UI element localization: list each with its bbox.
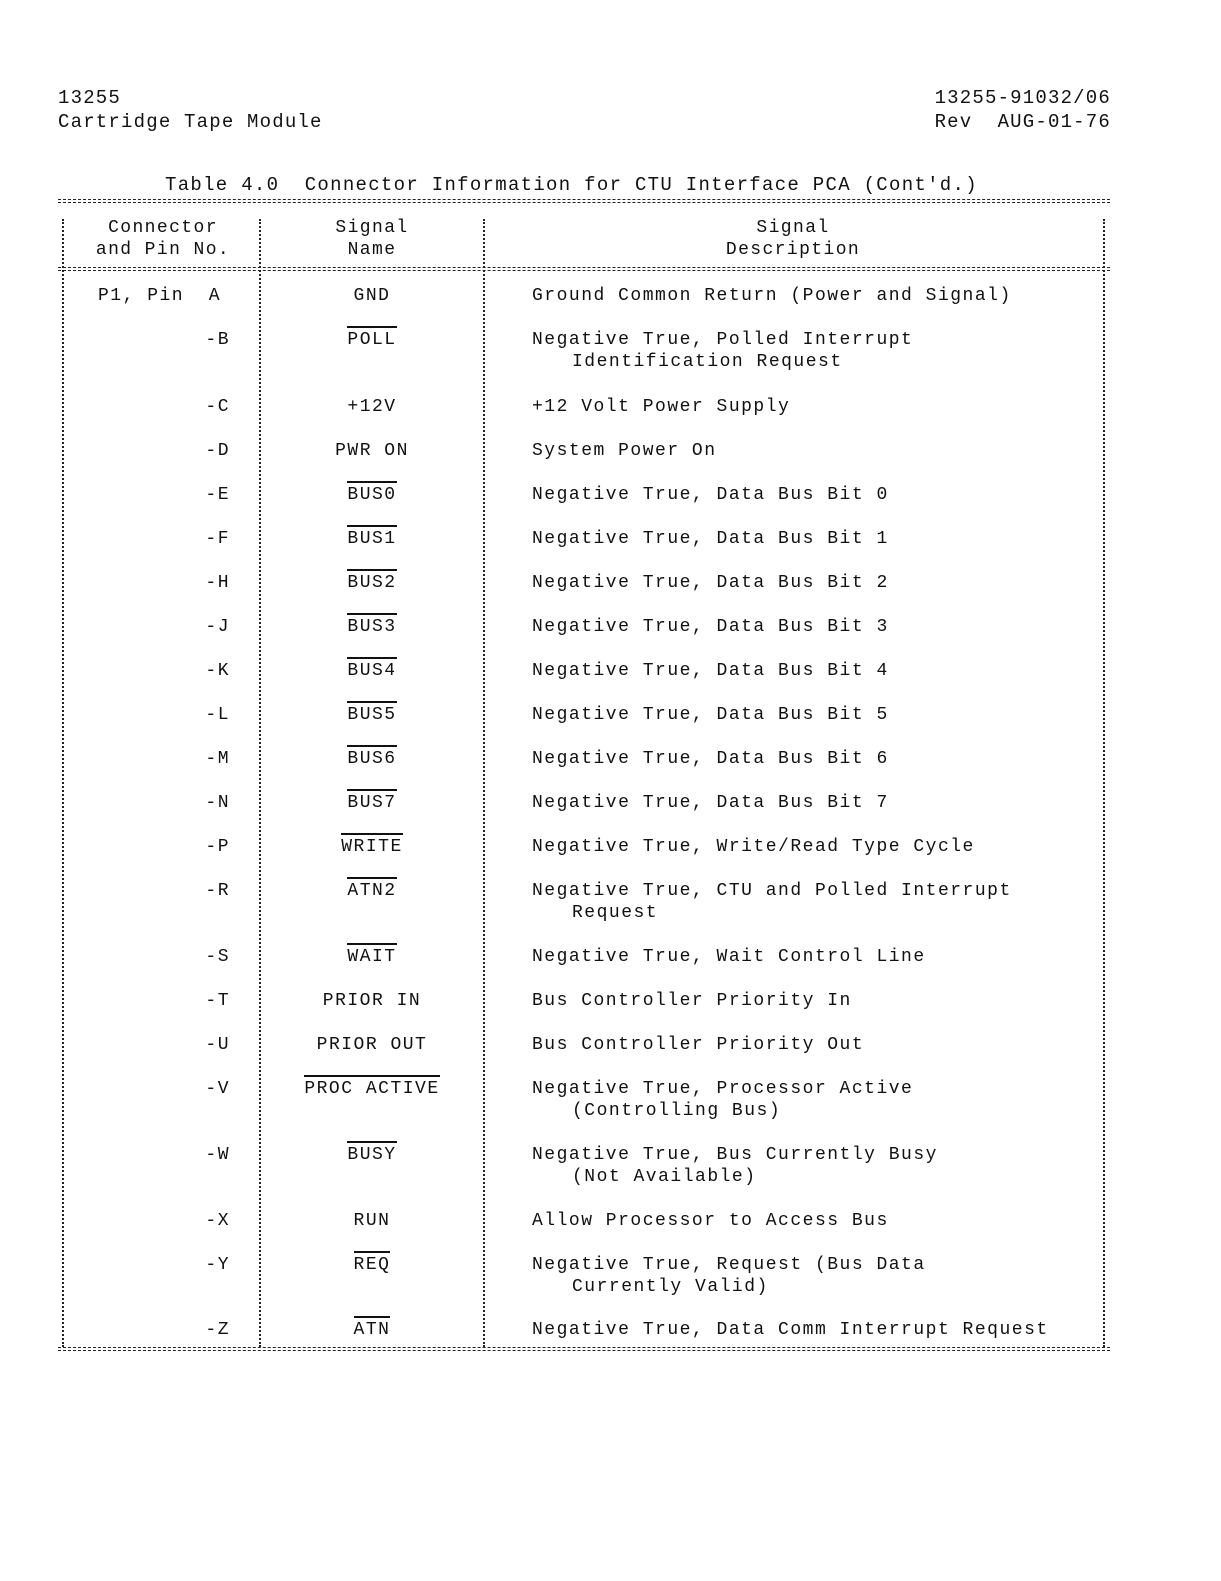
signal-name-cell <box>263 616 481 638</box>
description-line: Negative True, Write/Read Type Cycle <box>532 837 975 857</box>
description-continuation: Currently Valid) <box>572 1277 769 1297</box>
document-part-number: 13255-91032/06 <box>934 87 1111 109</box>
signal-description-cell <box>532 990 1102 1012</box>
signal-description-cell <box>532 616 1102 638</box>
signal-name: BUS0 <box>347 481 396 506</box>
description-continuation: Identification Request <box>572 352 843 372</box>
table-left-border <box>62 219 64 1347</box>
document-header-right <box>935 86 1111 134</box>
signal-description-cell <box>532 748 1102 770</box>
signal-name: BUS5 <box>347 701 396 726</box>
signal-name-cell <box>263 440 481 462</box>
signal-description-cell <box>532 1319 1102 1341</box>
column-divider-2 <box>483 219 485 1347</box>
description-line: +12 Volt Power Supply <box>532 397 791 417</box>
signal-name-cell <box>263 528 481 550</box>
document-title: Cartridge Tape Module <box>58 111 323 133</box>
pin-cell: P1, Pin A <box>98 286 222 306</box>
signal-name-cell <box>263 1319 481 1341</box>
description-line: Negative True, Data Bus Bit 2 <box>532 573 889 593</box>
description-continuation: Request <box>572 903 659 923</box>
column-header-signal-name: Signal Name <box>335 218 409 260</box>
description-line: Negative True, Data Bus Bit 4 <box>532 661 889 681</box>
signal-name-cell <box>263 1144 481 1166</box>
signal-name: PRIOR OUT <box>316 1035 428 1055</box>
signal-name: PROC ACTIVE <box>304 1075 439 1100</box>
signal-name: BUS7 <box>347 789 396 814</box>
signal-name: ATN <box>354 1316 391 1341</box>
pin-cell: -P <box>205 837 230 857</box>
pin-cell: -T <box>205 991 230 1011</box>
table-header-rule <box>58 267 1110 271</box>
signal-name: BUS4 <box>347 657 396 682</box>
connector-table <box>58 199 1110 1359</box>
signal-name: BUS3 <box>347 613 396 638</box>
signal-description-cell <box>532 329 1102 373</box>
signal-name: BUS6 <box>347 745 396 770</box>
description-continuation: (Controlling Bus) <box>572 1101 782 1121</box>
signal-name-cell <box>263 285 481 307</box>
signal-name: WRITE <box>341 833 403 858</box>
pin-cell: -S <box>205 947 230 967</box>
signal-name: GND <box>353 286 391 306</box>
signal-name-cell <box>263 484 481 506</box>
signal-description-cell <box>532 836 1102 858</box>
pin-cell: -R <box>205 881 230 901</box>
signal-description-cell <box>532 285 1102 307</box>
signal-description-cell <box>532 946 1102 968</box>
signal-description-cell <box>532 792 1102 814</box>
signal-name: BUSY <box>347 1141 396 1166</box>
pin-cell: -Y <box>205 1255 230 1275</box>
signal-name: WAIT <box>347 943 396 968</box>
description-line: Allow Processor to Access Bus <box>532 1211 889 1231</box>
signal-name: POLL <box>347 326 396 351</box>
signal-name-cell <box>263 880 481 902</box>
pin-cell: -D <box>205 441 230 461</box>
description-line: Negative True, Wait Control Line <box>532 947 926 967</box>
table-right-border <box>1103 219 1105 1347</box>
pin-cell: -W <box>205 1145 230 1165</box>
signal-description-cell <box>532 704 1102 726</box>
table-top-rule <box>58 199 1110 203</box>
column-divider-1 <box>259 219 261 1347</box>
signal-description-cell <box>532 528 1102 550</box>
pin-cell: -C <box>205 397 230 417</box>
description-line: Bus Controller Priority In <box>532 991 852 1011</box>
signal-name-cell <box>263 946 481 968</box>
signal-name: RUN <box>353 1211 391 1231</box>
pin-cell: -U <box>205 1035 230 1055</box>
description-line: Negative True, Data Bus Bit 7 <box>532 793 889 813</box>
pin-cell: -L <box>205 705 230 725</box>
signal-name: BUS1 <box>347 525 396 550</box>
signal-name: ATN2 <box>347 877 396 902</box>
signal-name: BUS2 <box>347 569 396 594</box>
table-bottom-rule <box>58 1347 1110 1351</box>
pin-cell: -H <box>205 573 230 593</box>
description-line: System Power On <box>532 441 717 461</box>
signal-name: PWR ON <box>335 441 409 461</box>
description-line: Bus Controller Priority Out <box>532 1035 865 1055</box>
signal-description-cell <box>532 1254 1102 1298</box>
pin-cell: -X <box>205 1211 230 1231</box>
signal-name-cell <box>263 1034 481 1056</box>
signal-description-cell <box>532 1144 1102 1188</box>
signal-name-cell <box>263 660 481 682</box>
description-line: Negative True, Data Comm Interrupt Request <box>532 1320 1049 1340</box>
description-line: Negative True, Polled Interrupt <box>532 330 914 350</box>
signal-description-cell <box>532 1078 1102 1122</box>
document-revision: Rev AUG-01-76 <box>934 111 1111 133</box>
signal-description-cell <box>532 572 1102 594</box>
document-number: 13255 <box>58 87 122 109</box>
description-line: Negative True, Data Bus Bit 1 <box>532 529 889 549</box>
pin-cell: -V <box>205 1079 230 1099</box>
description-line: Negative True, Data Bus Bit 3 <box>532 617 889 637</box>
signal-name-cell <box>263 1254 481 1276</box>
signal-name-cell <box>263 572 481 594</box>
description-line: Negative True, Bus Currently Busy <box>532 1145 938 1165</box>
signal-description-cell <box>532 880 1102 924</box>
signal-name-cell <box>263 329 481 351</box>
signal-description-cell <box>532 484 1102 506</box>
signal-name-cell <box>263 748 481 770</box>
document-header-left <box>58 86 323 134</box>
description-line: Negative True, Data Bus Bit 6 <box>532 749 889 769</box>
signal-description-cell <box>532 1210 1102 1232</box>
pin-cell: -N <box>205 793 230 813</box>
signal-name: REQ <box>354 1251 391 1276</box>
pin-cell: -B <box>205 330 230 350</box>
description-continuation: (Not Available) <box>572 1167 757 1187</box>
description-line: Negative True, Data Bus Bit 5 <box>532 705 889 725</box>
description-line: Negative True, Processor Active <box>532 1079 914 1099</box>
signal-description-cell <box>532 396 1102 418</box>
description-line: Ground Common Return (Power and Signal) <box>532 286 1012 306</box>
pin-cell: -E <box>205 485 230 505</box>
signal-name-cell <box>263 836 481 858</box>
signal-name-cell <box>263 704 481 726</box>
pin-cell: -M <box>205 749 230 769</box>
pin-cell: -F <box>205 529 230 549</box>
signal-name: PRIOR IN <box>322 991 422 1011</box>
pin-cell: -Z <box>205 1320 230 1340</box>
signal-description-cell <box>532 440 1102 462</box>
signal-name-cell <box>263 1078 481 1100</box>
signal-name-cell <box>263 1210 481 1232</box>
column-header-signal-description: Signal Description <box>725 218 861 260</box>
table-caption: Table 4.0 Connector Information for CTU Interface PCA (Cont'd.) <box>165 174 978 196</box>
signal-description-cell <box>532 660 1102 682</box>
signal-name-cell <box>263 990 481 1012</box>
description-line: Negative True, Request (Bus Data <box>532 1255 926 1275</box>
description-line: Negative True, CTU and Polled Interrupt <box>532 881 1012 901</box>
signal-name-cell <box>263 396 481 418</box>
pin-cell: -J <box>205 617 230 637</box>
signal-description-cell <box>532 1034 1102 1056</box>
signal-name-cell <box>263 792 481 814</box>
description-line: Negative True, Data Bus Bit 0 <box>532 485 889 505</box>
signal-name: +12V <box>347 397 397 417</box>
pin-cell: -K <box>205 661 230 681</box>
column-header-connector: Connector and Pin No. <box>95 218 231 260</box>
